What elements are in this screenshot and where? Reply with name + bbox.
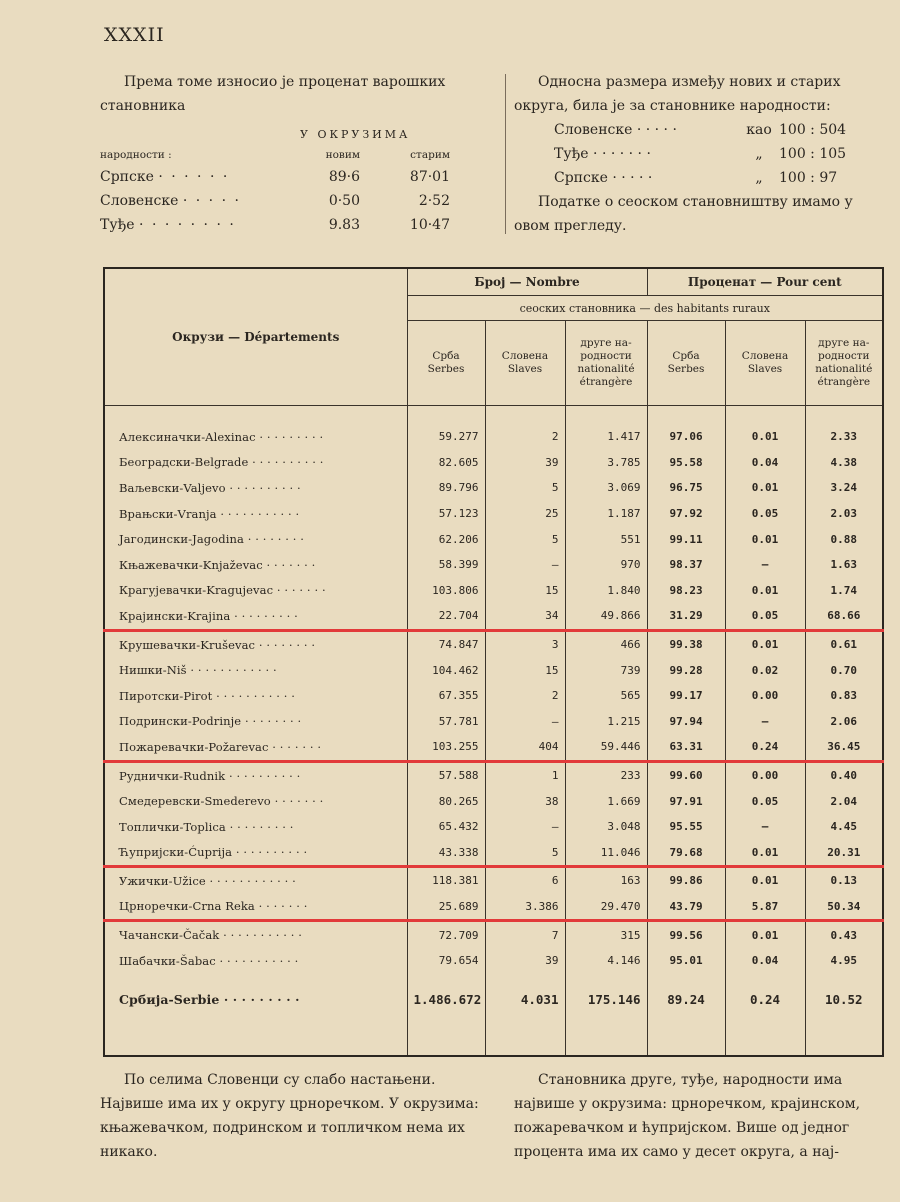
cell-serbs-percent: 63.31 xyxy=(647,734,725,761)
table-row xyxy=(104,788,883,814)
cell-slavs-count: 3.386 xyxy=(485,894,565,921)
row-dots: · · · · · xyxy=(182,193,241,209)
cell-serbs-count: 57.588 xyxy=(407,761,485,788)
department-name: Подрински-Podrinje · · · · · · · · xyxy=(104,709,407,735)
col-slavs-percent: Словена Slaves xyxy=(725,321,805,406)
ratio-label: Словенске · · · · · xyxy=(554,122,677,138)
cell-slavs-count: 2 xyxy=(485,683,565,709)
department-name: Руднички-Rudnik · · · · · · · · · · xyxy=(104,761,407,788)
cell-serbs-count: 104.462 xyxy=(407,657,485,683)
cell-slavs-count: — xyxy=(485,814,565,840)
department-name: Књажевачки-Knjaževac · · · · · · · xyxy=(104,552,407,578)
cell-other-count: 970 xyxy=(565,552,647,578)
header-percent: Проценат — Pour cent xyxy=(647,268,883,296)
ratio-value: 100 : 105 xyxy=(779,146,847,162)
table-row xyxy=(104,761,883,788)
row-new-value: 89·6 xyxy=(328,169,360,185)
left-intro-paragraph: Према томе износио је проценат варошких становника xyxy=(100,74,446,114)
ratio-list xyxy=(514,118,889,190)
table-row xyxy=(104,867,883,894)
cell-slavs-count: 15 xyxy=(485,578,565,604)
cell-slavs-percent: 0.05 xyxy=(725,603,805,630)
cell-serbs-percent: 99.11 xyxy=(647,526,725,552)
cell-serbs-percent: 95.55 xyxy=(647,814,725,840)
cell-other-percent: 2.33 xyxy=(805,424,883,450)
bottom-left-paragraph: По селима Словенци су слабо настањени. Највише има их у округу црноречком. У окрузима: књажевачком, подринском и топличком нема их никако. xyxy=(100,1072,479,1160)
cell-other-percent: 50.34 xyxy=(805,894,883,921)
bottom-left-column xyxy=(100,1068,480,1164)
cell-other-count: 466 xyxy=(565,630,647,657)
cell-slavs-count: 2 xyxy=(485,424,565,450)
cell-serbs-count: 25.689 xyxy=(407,894,485,921)
cell-slavs-count: 404 xyxy=(485,734,565,761)
bottom-right-column xyxy=(514,1068,884,1164)
cell-serbs-count: 103.255 xyxy=(407,734,485,761)
ratio-row xyxy=(554,166,889,190)
cell-slavs-percent: 0.05 xyxy=(725,788,805,814)
ratio-prefix: „ xyxy=(755,146,763,162)
cell-other-percent: 0.43 xyxy=(805,921,883,948)
department-name: Београдски-Belgrade · · · · · · · · · · xyxy=(104,450,407,476)
cell-other-percent: 2.03 xyxy=(805,501,883,527)
col-serbs-count: Срба Serbes xyxy=(407,321,485,406)
table-row xyxy=(104,475,883,501)
cell-other-count: 1.669 xyxy=(565,788,647,814)
col-serbs-percent: Срба Serbes xyxy=(647,321,725,406)
table-row xyxy=(104,814,883,840)
ratio-label: Туђе · · · · · · · xyxy=(554,146,651,162)
cell-slavs-percent: — xyxy=(725,814,805,840)
cell-other-count: 59.446 xyxy=(565,734,647,761)
cell-serbs-count: 62.206 xyxy=(407,526,485,552)
cell-serbs-count: 57.781 xyxy=(407,709,485,735)
cell-serbs-count: 67.355 xyxy=(407,683,485,709)
cell-serbs-count: 80.265 xyxy=(407,788,485,814)
cell-slavs-percent: 0.00 xyxy=(725,683,805,709)
cell-other-count: 1.840 xyxy=(565,578,647,604)
table-row xyxy=(104,948,883,974)
department-name: Крагујевачки-Kragujevac · · · · · · · xyxy=(104,578,407,604)
cell-serbs-count: 82.605 xyxy=(407,450,485,476)
row-old-value: 2·52 xyxy=(418,193,450,209)
rural-population-table xyxy=(103,267,884,1057)
cell-serbs-count: 57.123 xyxy=(407,501,485,527)
department-name: Нишки-Niš · · · · · · · · · · · · xyxy=(104,657,407,683)
col-slavs-count: Словена Slaves xyxy=(485,321,565,406)
table-row xyxy=(104,894,883,921)
col-header-nationality: народности : xyxy=(100,149,172,161)
ratio-row xyxy=(554,118,889,142)
cell-other-percent: 2.04 xyxy=(805,788,883,814)
cell-slavs-count: 5 xyxy=(485,475,565,501)
cell-other-count: 739 xyxy=(565,657,647,683)
small-table-row xyxy=(100,213,450,237)
table-row xyxy=(104,657,883,683)
row-new-value: 9.83 xyxy=(328,217,360,233)
cell-slavs-percent: 0.01 xyxy=(725,630,805,657)
cell-other-percent: 4.45 xyxy=(805,814,883,840)
cell-slavs-count: 3 xyxy=(485,630,565,657)
right-intro-paragraph: Односна размера између нових и старих округа, била је за становнике народности: xyxy=(514,74,841,114)
cell-serbs-percent: 97.06 xyxy=(647,424,725,450)
ratio-prefix: „ xyxy=(755,170,763,186)
total-serbs-count: 1.486.672 xyxy=(407,973,485,1025)
cell-other-count: 3.785 xyxy=(565,450,647,476)
bottom-right-paragraph: Становника друге, туђе, народности има највише у окрузима: црноречком, крајинском, пожаревачком и ћупријском. Више од једног процента има их само у десет округа, а нај- xyxy=(514,1072,861,1160)
cell-serbs-percent: 95.58 xyxy=(647,450,725,476)
cell-slavs-count: 39 xyxy=(485,450,565,476)
cell-slavs-percent: 0.24 xyxy=(725,734,805,761)
total-row xyxy=(104,973,883,1025)
header-number: Број — Nombre xyxy=(407,268,647,296)
cell-other-count: 49.866 xyxy=(565,603,647,630)
row-label: Туђе · · · · · · · · xyxy=(100,217,236,233)
department-name: Ваљевски-Valjevo · · · · · · · · · · xyxy=(104,475,407,501)
cell-serbs-count: 59.277 xyxy=(407,424,485,450)
table-row xyxy=(104,578,883,604)
ratio-value: 100 : 97 xyxy=(779,170,838,186)
table-row xyxy=(104,734,883,761)
col-header-new: новим xyxy=(325,149,360,161)
cell-serbs-percent: 97.92 xyxy=(647,501,725,527)
table-row xyxy=(104,450,883,476)
table-row xyxy=(104,501,883,527)
cell-slavs-percent: 0.01 xyxy=(725,840,805,867)
department-name: Пожаревачки-Požarevac · · · · · · · xyxy=(104,734,407,761)
cell-slavs-count: — xyxy=(485,552,565,578)
cell-slavs-count: 6 xyxy=(485,867,565,894)
cell-serbs-count: 43.338 xyxy=(407,840,485,867)
urban-population-table xyxy=(100,149,450,237)
cell-other-percent: 0.61 xyxy=(805,630,883,657)
cell-slavs-count: 5 xyxy=(485,840,565,867)
department-name: Крајински-Krajina · · · · · · · · · xyxy=(104,603,407,630)
cell-serbs-percent: 96.75 xyxy=(647,475,725,501)
cell-slavs-percent: 0.01 xyxy=(725,921,805,948)
cell-serbs-percent: 97.91 xyxy=(647,788,725,814)
col-other-count: друге на- родности nationalité étrangère xyxy=(565,321,647,406)
cell-serbs-count: 118.381 xyxy=(407,867,485,894)
row-old-value: 87·01 xyxy=(409,169,450,185)
cell-other-percent: 3.24 xyxy=(805,475,883,501)
cell-other-count: 11.046 xyxy=(565,840,647,867)
department-name: Црноречки-Crna Reka · · · · · · · xyxy=(104,894,407,921)
left-table-group-header: У ОКРУЗИМА xyxy=(300,128,411,141)
row-label: Српске · · · · · · xyxy=(100,169,230,185)
cell-serbs-percent: 95.01 xyxy=(647,948,725,974)
cell-slavs-percent: 0.04 xyxy=(725,450,805,476)
right-outro-paragraph: Податке о сеоском становништву имамо у овом прегледу. xyxy=(514,194,853,234)
cell-slavs-count: 7 xyxy=(485,921,565,948)
table-bottom-spacer-row xyxy=(104,1025,883,1056)
cell-slavs-percent: 0.01 xyxy=(725,424,805,450)
row-dots: · · · · · · xyxy=(158,169,230,185)
cell-serbs-percent: 99.56 xyxy=(647,921,725,948)
cell-other-count: 565 xyxy=(565,683,647,709)
cell-slavs-percent: 0.02 xyxy=(725,657,805,683)
department-name: Ћупријски-Ćuprija · · · · · · · · · · xyxy=(104,840,407,867)
ratio-row xyxy=(554,142,889,166)
department-name: Смедеревски-Smederevo · · · · · · · xyxy=(104,788,407,814)
col-header-old: старим xyxy=(410,149,450,161)
cell-other-percent: 2.06 xyxy=(805,709,883,735)
table-row xyxy=(104,921,883,948)
cell-serbs-percent: 99.60 xyxy=(647,761,725,788)
cell-serbs-percent: 99.28 xyxy=(647,657,725,683)
cell-slavs-percent: — xyxy=(725,709,805,735)
row-old-value: 10·47 xyxy=(409,217,450,233)
total-label: Србија-Serbie · · · · · · · · · xyxy=(104,973,407,1025)
left-column xyxy=(100,70,495,237)
cell-other-percent: 0.88 xyxy=(805,526,883,552)
cell-other-percent: 4.95 xyxy=(805,948,883,974)
cell-serbs-count: 79.654 xyxy=(407,948,485,974)
cell-serbs-percent: 79.68 xyxy=(647,840,725,867)
cell-slavs-percent: 0.01 xyxy=(725,578,805,604)
cell-other-count: 3.048 xyxy=(565,814,647,840)
cell-serbs-count: 103.806 xyxy=(407,578,485,604)
cell-other-count: 1.417 xyxy=(565,424,647,450)
ratio-value: 100 : 504 xyxy=(779,122,847,138)
row-label: Словенске · · · · · xyxy=(100,193,241,209)
department-name: Пиротски-Pirot · · · · · · · · · · · xyxy=(104,683,407,709)
cell-other-percent: 1.63 xyxy=(805,552,883,578)
department-name: Крушевачки-Kruševac · · · · · · · · xyxy=(104,630,407,657)
table-row xyxy=(104,603,883,630)
cell-serbs-count: 74.847 xyxy=(407,630,485,657)
department-name: Јагодински-Jagodina · · · · · · · · xyxy=(104,526,407,552)
cell-slavs-percent: 0.05 xyxy=(725,501,805,527)
cell-other-percent: 1.74 xyxy=(805,578,883,604)
cell-other-percent: 20.31 xyxy=(805,840,883,867)
cell-other-count: 1.187 xyxy=(565,501,647,527)
table-row xyxy=(104,709,883,735)
cell-serbs-percent: 97.94 xyxy=(647,709,725,735)
ratio-prefix: као xyxy=(746,122,772,138)
cell-serbs-count: 22.704 xyxy=(407,603,485,630)
cell-slavs-percent: 0.01 xyxy=(725,867,805,894)
department-name: Шабачки-Šabac · · · · · · · · · · · xyxy=(104,948,407,974)
department-name: Топлички-Toplica · · · · · · · · · xyxy=(104,814,407,840)
page-number: XXXII xyxy=(104,24,165,46)
cell-slavs-percent: 0.01 xyxy=(725,475,805,501)
table-row xyxy=(104,552,883,578)
cell-slavs-percent: 0.04 xyxy=(725,948,805,974)
department-name: Чачански-Čačak · · · · · · · · · · · xyxy=(104,921,407,948)
cell-other-percent: 0.70 xyxy=(805,657,883,683)
cell-other-percent: 0.83 xyxy=(805,683,883,709)
table-spacer-row xyxy=(104,406,883,425)
total-other-count: 175.146 xyxy=(565,973,647,1025)
cell-other-count: 3.069 xyxy=(565,475,647,501)
cell-other-count: 29.470 xyxy=(565,894,647,921)
cell-slavs-count: 25 xyxy=(485,501,565,527)
cell-other-percent: 4.38 xyxy=(805,450,883,476)
total-other-percent: 10.52 xyxy=(805,973,883,1025)
column-divider xyxy=(505,74,506,234)
header-rural-inhabitants: сеоских становника — des habitants ruraux xyxy=(407,296,883,321)
cell-other-count: 163 xyxy=(565,867,647,894)
cell-slavs-count: 39 xyxy=(485,948,565,974)
header-departments: Окрузи — Départements xyxy=(104,268,407,406)
small-table-row xyxy=(100,165,450,189)
cell-serbs-count: 65.432 xyxy=(407,814,485,840)
cell-other-count: 1.215 xyxy=(565,709,647,735)
cell-other-percent: 68.66 xyxy=(805,603,883,630)
total-slavs-percent: 0.24 xyxy=(725,973,805,1025)
col-other-percent: друге на- родности nationalité étrangère xyxy=(805,321,883,406)
total-serbs-percent: 89.24 xyxy=(647,973,725,1025)
cell-slavs-count: — xyxy=(485,709,565,735)
row-dots: · · · · · · · · xyxy=(139,217,236,233)
cell-other-count: 551 xyxy=(565,526,647,552)
cell-slavs-count: 5 xyxy=(485,526,565,552)
cell-slavs-percent: 5.87 xyxy=(725,894,805,921)
ratio-label: Српске · · · · · xyxy=(554,170,653,186)
small-table-row xyxy=(100,189,450,213)
cell-serbs-percent: 43.79 xyxy=(647,894,725,921)
table-row xyxy=(104,630,883,657)
row-new-value: 0·50 xyxy=(328,193,360,209)
cell-slavs-count: 15 xyxy=(485,657,565,683)
right-column xyxy=(514,70,889,238)
cell-other-count: 233 xyxy=(565,761,647,788)
cell-slavs-percent: 0.01 xyxy=(725,526,805,552)
cell-serbs-percent: 99.38 xyxy=(647,630,725,657)
cell-serbs-count: 89.796 xyxy=(407,475,485,501)
cell-serbs-percent: 98.23 xyxy=(647,578,725,604)
table-row xyxy=(104,526,883,552)
cell-slavs-count: 34 xyxy=(485,603,565,630)
department-name: Алексиначки-Alexinac · · · · · · · · · xyxy=(104,424,407,450)
department-name: Врањски-Vranja · · · · · · · · · · · xyxy=(104,501,407,527)
cell-other-percent: 0.13 xyxy=(805,867,883,894)
cell-other-percent: 0.40 xyxy=(805,761,883,788)
table-row xyxy=(104,683,883,709)
cell-slavs-percent: 0.00 xyxy=(725,761,805,788)
cell-serbs-count: 72.709 xyxy=(407,921,485,948)
cell-other-count: 315 xyxy=(565,921,647,948)
cell-other-percent: 36.45 xyxy=(805,734,883,761)
cell-serbs-count: 58.399 xyxy=(407,552,485,578)
table-row xyxy=(104,424,883,450)
table-row xyxy=(104,840,883,867)
cell-serbs-percent: 99.17 xyxy=(647,683,725,709)
cell-serbs-percent: 98.37 xyxy=(647,552,725,578)
cell-slavs-count: 1 xyxy=(485,761,565,788)
department-name: Ужички-Užice · · · · · · · · · · · · xyxy=(104,867,407,894)
cell-serbs-percent: 31.29 xyxy=(647,603,725,630)
cell-slavs-percent: — xyxy=(725,552,805,578)
cell-other-count: 4.146 xyxy=(565,948,647,974)
cell-serbs-percent: 99.86 xyxy=(647,867,725,894)
cell-slavs-count: 38 xyxy=(485,788,565,814)
total-slavs-count: 4.031 xyxy=(485,973,565,1025)
